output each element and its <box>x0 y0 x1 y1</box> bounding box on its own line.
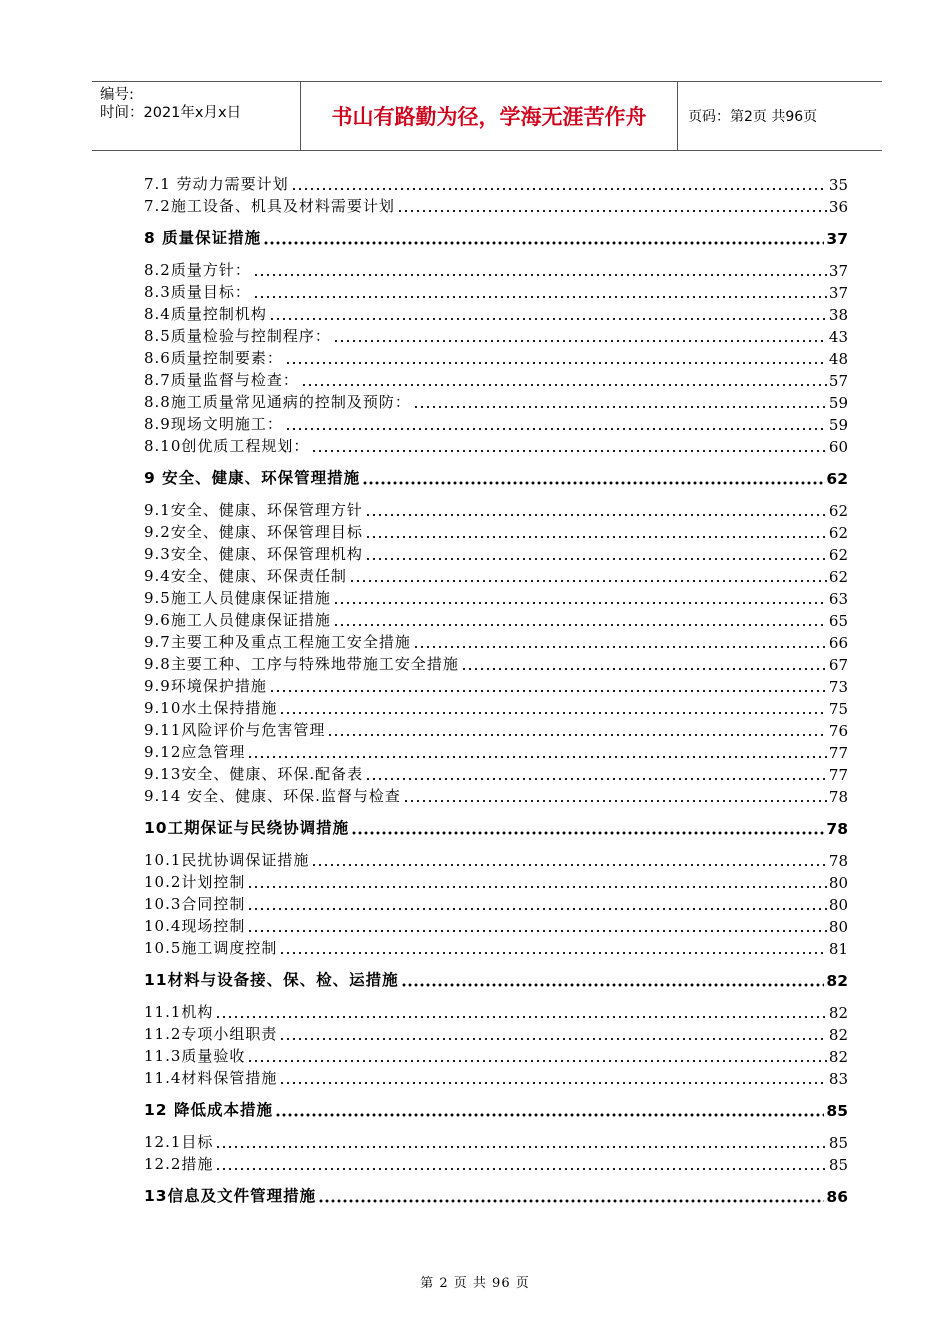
toc-entry-title: 8.8施工质量常见通病的控制及预防： <box>144 393 411 411</box>
toc-entry-title: 8.6质量控制要素： <box>144 349 283 367</box>
toc-entry-page: 85 <box>826 1102 848 1120</box>
toc-entry-page: 78 <box>828 788 848 806</box>
toc-dot-leader <box>333 601 827 605</box>
toc-entry-title: 9.7主要工种及重点工程施工安全措施 <box>144 633 411 651</box>
toc-dot-leader <box>279 951 827 955</box>
toc-dot-leader <box>318 1199 824 1203</box>
toc-dot-leader <box>269 317 827 321</box>
toc-section-entry[interactable] <box>144 392 848 412</box>
toc-entry-page: 59 <box>828 394 848 412</box>
toc-entry-page: 37 <box>828 284 848 302</box>
toc-entry-page: 76 <box>828 722 848 740</box>
toc-dot-leader <box>215 1167 827 1171</box>
toc-chapter-entry[interactable] <box>144 818 848 838</box>
toc-section-entry[interactable] <box>144 522 848 542</box>
toc-section-entry[interactable] <box>144 370 848 390</box>
toc-dot-leader <box>269 689 827 693</box>
toc-entry-title: 8.5质量检验与控制程序： <box>144 327 331 345</box>
toc-section-entry[interactable] <box>144 436 848 456</box>
toc-section-entry[interactable] <box>144 1002 848 1022</box>
page-header <box>92 81 882 151</box>
toc-entry-page: 65 <box>828 612 848 630</box>
toc-entry-title: 9.12应急管理 <box>144 743 246 761</box>
toc-entry-page: 36 <box>828 198 848 216</box>
toc-section-entry[interactable] <box>144 894 848 914</box>
toc-section-entry[interactable] <box>144 348 848 368</box>
toc-entry-title: 9.2安全、健康、环保管理目标 <box>144 523 363 541</box>
toc-dot-leader <box>215 1145 827 1149</box>
toc-dot-leader <box>413 645 827 649</box>
toc-entry-title: 10.4现场控制 <box>144 917 246 935</box>
toc-entry-page: 82 <box>828 1004 848 1022</box>
toc-entry-page: 78 <box>826 820 848 838</box>
toc-section-entry[interactable] <box>144 1154 848 1174</box>
toc-entry-title: 8.10创优质工程规划： <box>144 437 310 455</box>
toc-dot-leader <box>247 929 827 933</box>
toc-entry-title: 11.2专项小组职责 <box>144 1025 278 1043</box>
toc-dot-leader <box>279 711 827 715</box>
header-meta <box>92 82 300 150</box>
toc-dot-leader <box>279 1037 827 1041</box>
toc-section-entry[interactable] <box>144 260 848 280</box>
toc-entry-title: 7.2施工设备、机具及材料需要计划 <box>144 197 395 215</box>
toc-section-entry[interactable] <box>144 566 848 586</box>
toc-dot-leader <box>291 187 827 191</box>
toc-entry-page: 35 <box>828 176 848 194</box>
toc-chapter-entry[interactable] <box>144 228 848 248</box>
toc-section-entry[interactable] <box>144 1024 848 1044</box>
toc-section-entry[interactable] <box>144 764 848 784</box>
toc-dot-leader <box>285 361 827 365</box>
toc-dot-leader <box>253 273 827 277</box>
toc-entry-title: 12 降低成本措施 <box>144 1101 273 1119</box>
toc-section-entry[interactable] <box>144 1046 848 1066</box>
toc-entry-title: 8.4质量控制机构 <box>144 305 267 323</box>
toc-entry-page: 62 <box>828 568 848 586</box>
toc-entry-title: 11.4材料保管措施 <box>144 1069 278 1087</box>
toc-entry-page: 57 <box>828 372 848 390</box>
toc-dot-leader <box>397 209 827 213</box>
toc-dot-leader <box>351 831 824 835</box>
toc-entry-title: 10工期保证与民绕协调措施 <box>144 819 350 837</box>
toc-entry-title: 8.3质量目标： <box>144 283 251 301</box>
toc-entry-page: 82 <box>828 1048 848 1066</box>
toc-section-entry[interactable] <box>144 938 848 958</box>
toc-entry-page: 78 <box>828 852 848 870</box>
toc-dot-leader <box>311 449 827 453</box>
toc-dot-leader <box>247 1059 827 1063</box>
toc-entry-page: 37 <box>828 262 848 280</box>
toc-entry-title: 11.1机构 <box>144 1003 214 1021</box>
toc-dot-leader <box>401 983 825 987</box>
toc-section-entry[interactable] <box>144 872 848 892</box>
toc-dot-leader <box>413 405 827 409</box>
toc-dot-leader <box>362 481 824 485</box>
toc-section-entry[interactable] <box>144 1068 848 1088</box>
toc-entry-page: 67 <box>828 656 848 674</box>
toc-section-entry[interactable] <box>144 326 848 346</box>
header-page-label: 页码：第2页 共96页 <box>688 109 818 125</box>
toc-dot-leader <box>365 535 827 539</box>
toc-entry-title: 9.9环境保护措施 <box>144 677 267 695</box>
toc-entry-title: 12.1目标 <box>144 1133 214 1151</box>
toc-section-entry[interactable] <box>144 174 848 194</box>
toc-dot-leader <box>333 623 827 627</box>
toc-entry-page: 83 <box>828 1070 848 1088</box>
toc-section-entry[interactable] <box>144 610 848 630</box>
toc-section-entry[interactable] <box>144 850 848 870</box>
toc-entry-page: 77 <box>828 744 848 762</box>
toc-dot-leader <box>215 1015 827 1019</box>
toc-section-entry[interactable] <box>144 544 848 564</box>
toc-dot-leader <box>263 241 824 245</box>
toc-entry-page: 43 <box>828 328 848 346</box>
toc-entry-title: 10.2计划控制 <box>144 873 246 891</box>
toc-dot-leader <box>279 1081 827 1085</box>
toc-entry-title: 8.9现场文明施工： <box>144 415 283 433</box>
toc-section-entry[interactable] <box>144 742 848 762</box>
toc-entry-page: 85 <box>828 1156 848 1174</box>
toc-section-entry[interactable] <box>144 304 848 324</box>
toc-entry-title: 8.7质量监督与检查： <box>144 371 299 389</box>
toc-dot-leader <box>365 777 827 781</box>
toc-entry-page: 80 <box>828 918 848 936</box>
toc-entry-title: 11.3质量验收 <box>144 1047 246 1065</box>
toc-entry-page: 73 <box>828 678 848 696</box>
toc-entry-title: 9.5施工人员健康保证措施 <box>144 589 331 607</box>
toc-section-entry[interactable] <box>144 916 848 936</box>
document-number-label: 编号: <box>100 87 134 103</box>
toc-dot-leader <box>285 427 827 431</box>
toc-entry-title: 9.13安全、健康、环保.配备表 <box>144 765 364 783</box>
toc-entry-title: 9.10水土保持措施 <box>144 699 278 717</box>
toc-dot-leader <box>349 579 827 583</box>
toc-entry-title: 10.3合同控制 <box>144 895 246 913</box>
toc-entry-page: 37 <box>826 230 848 248</box>
toc-entry-title: 10.1民扰协调保证措施 <box>144 851 310 869</box>
toc-entry-title: 12.2措施 <box>144 1155 214 1173</box>
toc-entry-title: 9.4安全、健康、环保责任制 <box>144 567 347 585</box>
toc-section-entry[interactable] <box>144 282 848 302</box>
toc-entry-page: 60 <box>828 438 848 456</box>
toc-section-entry[interactable] <box>144 720 848 740</box>
toc-chapter-entry[interactable] <box>144 468 848 488</box>
toc-section-entry[interactable] <box>144 1132 848 1152</box>
page-footer: 第 2 页 共 96 页 <box>420 1276 530 1291</box>
toc-entry-title: 9.1安全、健康、环保管理方针 <box>144 501 363 519</box>
toc-entry-page: 62 <box>826 470 848 488</box>
toc-entry-page: 38 <box>828 306 848 324</box>
toc-entry-page: 66 <box>828 634 848 652</box>
toc-entry-title: 9.6施工人员健康保证措施 <box>144 611 331 629</box>
toc-entry-title: 8 质量保证措施 <box>144 229 262 247</box>
toc-section-entry[interactable] <box>144 632 848 652</box>
toc-entry-title: 9 安全、健康、环保管理措施 <box>144 469 361 487</box>
toc-entry-page: 82 <box>826 972 848 990</box>
toc-entry-page: 80 <box>828 874 848 892</box>
toc-dot-leader <box>327 733 827 737</box>
toc-dot-leader <box>247 885 827 889</box>
toc-section-entry[interactable] <box>144 500 848 520</box>
toc-entry-page: 62 <box>828 546 848 564</box>
toc-entry-page: 75 <box>828 700 848 718</box>
document-time-label: 时间：2021年x月x日 <box>100 105 242 121</box>
toc-dot-leader <box>275 1113 824 1117</box>
toc-chapter-entry[interactable] <box>144 1100 848 1120</box>
toc-entry-page: 77 <box>828 766 848 784</box>
header-motto: 书山有路勤为径，学海无涯苦作舟 <box>300 82 678 150</box>
toc-section-entry[interactable] <box>144 196 848 216</box>
toc-entry-page: 59 <box>828 416 848 434</box>
toc-section-entry[interactable] <box>144 588 848 608</box>
toc-entry-page: 86 <box>826 1188 848 1206</box>
toc-entry-title: 9.8主要工种、工序与特殊地带施工安全措施 <box>144 655 459 673</box>
toc-entry-page: 48 <box>828 350 848 368</box>
toc-entry-title: 10.5施工调度控制 <box>144 939 278 957</box>
toc-dot-leader <box>311 863 827 867</box>
toc-section-entry[interactable] <box>144 676 848 696</box>
toc-entry-page: 81 <box>828 940 848 958</box>
toc-dot-leader <box>403 799 827 803</box>
toc-section-entry[interactable] <box>144 786 848 806</box>
toc-dot-leader <box>461 667 827 671</box>
toc-section-entry[interactable] <box>144 654 848 674</box>
toc-dot-leader <box>301 383 827 387</box>
toc-chapter-entry[interactable] <box>144 1186 848 1206</box>
toc-entry-page: 85 <box>828 1134 848 1152</box>
toc-entry-title: 9.14 安全、健康、环保.监督与检查 <box>144 787 401 805</box>
toc-dot-leader <box>247 755 827 759</box>
toc-entry-title: 13信息及文件管理措施 <box>144 1187 317 1205</box>
toc-dot-leader <box>365 513 827 517</box>
toc-section-entry[interactable] <box>144 698 848 718</box>
toc-section-entry[interactable] <box>144 414 848 434</box>
toc-entry-title: 9.3安全、健康、环保管理机构 <box>144 545 363 563</box>
toc-entry-title: 7.1 劳动力需要计划 <box>144 175 289 193</box>
toc-entry-page: 82 <box>828 1026 848 1044</box>
toc-entry-page: 62 <box>828 524 848 542</box>
toc-entry-page: 80 <box>828 896 848 914</box>
toc-entry-page: 62 <box>828 502 848 520</box>
toc-entry-title: 8.2质量方针： <box>144 261 251 279</box>
toc-dot-leader <box>365 557 827 561</box>
toc-entry-page: 63 <box>828 590 848 608</box>
toc-dot-leader <box>247 907 827 911</box>
toc-entry-title: 11材料与设备接、保、检、运措施 <box>144 971 399 989</box>
toc-dot-leader <box>333 339 827 343</box>
toc-dot-leader <box>253 295 827 299</box>
toc-chapter-entry[interactable] <box>144 970 848 990</box>
toc-entry-title: 9.11风险评价与危害管理 <box>144 721 326 739</box>
